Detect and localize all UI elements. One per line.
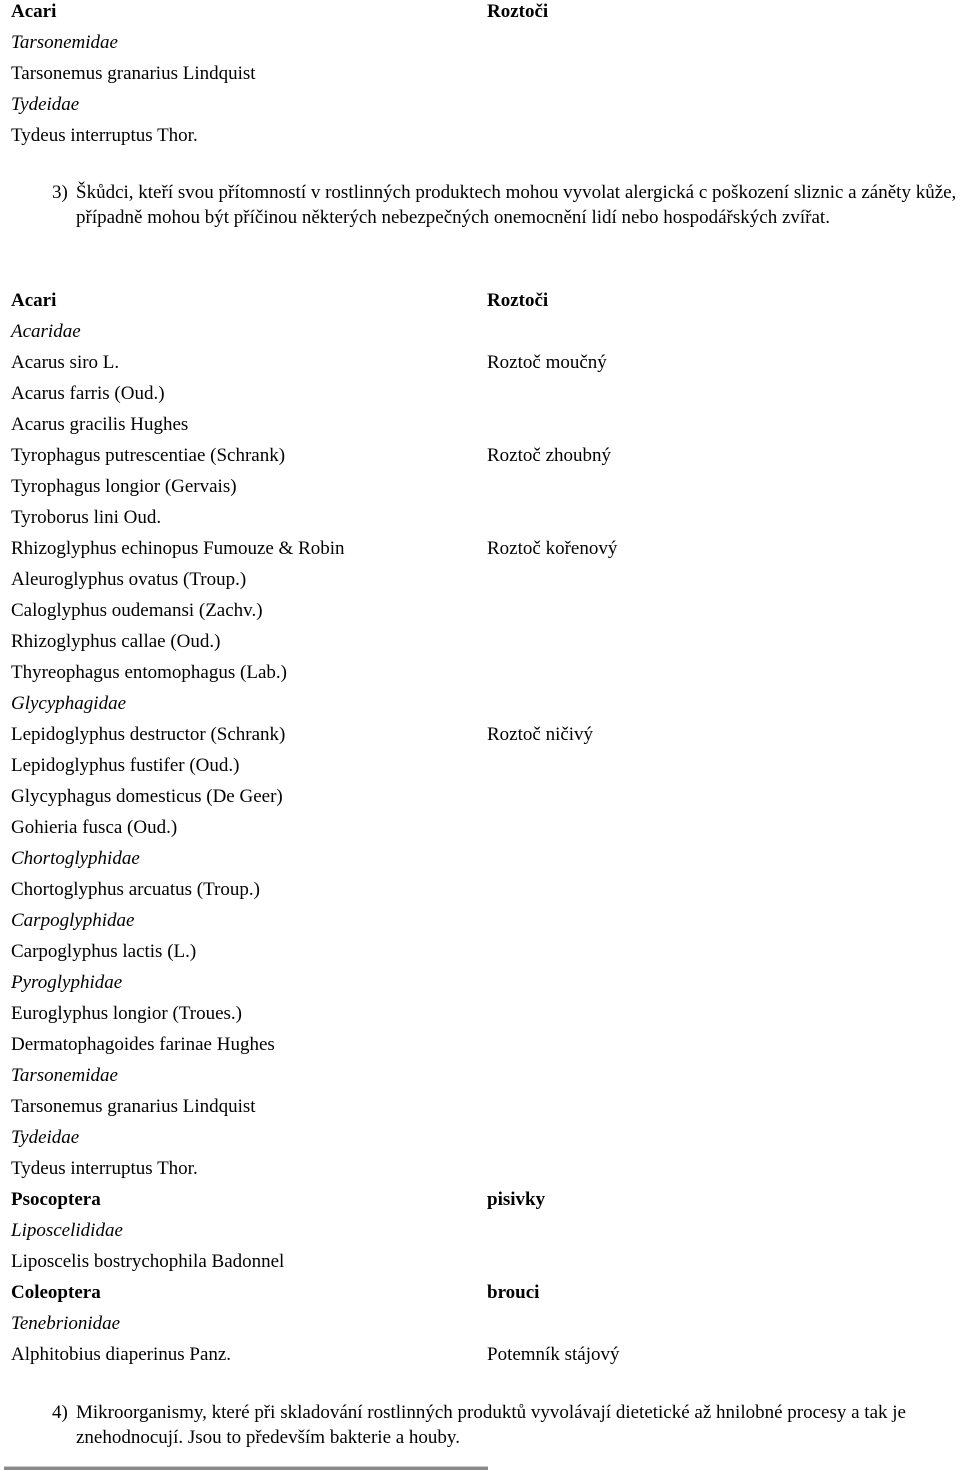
species-name: Tarsonemus granarius Lindquist <box>11 63 256 84</box>
family-name: Acaridae <box>11 321 81 342</box>
family-name: Chortoglyphidae <box>11 848 140 869</box>
order-name: Acari <box>11 290 57 311</box>
species-name: Acarus farris (Oud.) <box>11 383 165 404</box>
common-name: Roztoč ničivý <box>487 724 594 745</box>
species-name: Lepidoglyphus fustifer (Oud.) <box>11 755 240 776</box>
species-name: Dermatophagoides farinae Hughes <box>11 1034 275 1055</box>
family-name: Pyroglyphidae <box>11 972 123 993</box>
family-name: Tarsonemidae <box>11 1065 118 1086</box>
family-name: Carpoglyphidae <box>11 910 135 931</box>
footer-rule <box>4 1466 488 1470</box>
paragraph-3-text: Škůdci, kteří svou přítomností v rostlinných produktech mohou vyvolat alergická c poškození sliznic a záněty kůže, případně mohou být příčinou některých nebezpečných onemocnění lidí nebo hospodářských zvířat. <box>76 182 957 228</box>
family-name: Liposcelididae <box>11 1220 123 1241</box>
common-name: Roztoč moučný <box>487 352 607 373</box>
paragraph-4-text: Mikroorganismy, které při skladování rostlinných produktů vyvolávají dietetické až hnilobné procesy a tak je znehodnocují. Jsou to především bakterie a houby. <box>76 1402 906 1448</box>
common-name: brouci <box>487 1282 540 1303</box>
species-name: Gohieria fusca (Oud.) <box>11 817 178 838</box>
species-name: Rhizoglyphus echinopus Fumouze & Robin <box>11 538 345 559</box>
species-name: Alphitobius diaperinus Panz. <box>11 1344 232 1365</box>
order-name: Acari <box>11 1 57 22</box>
species-name: Acarus siro L. <box>11 352 120 373</box>
common-name: Roztoči <box>487 290 549 311</box>
common-name: Roztoč zhoubný <box>487 445 612 466</box>
species-name: Aleuroglyphus ovatus (Troup.) <box>11 569 247 590</box>
species-name: Chortoglyphus arcuatus (Troup.) <box>11 879 260 900</box>
species-name: Tydeus interruptus Thor. <box>11 1158 198 1179</box>
species-name: Thyreophagus entomophagus (Lab.) <box>11 662 287 683</box>
common-name: pisivky <box>487 1189 546 1210</box>
species-name: Lepidoglyphus destructor (Schrank) <box>11 724 286 745</box>
species-name: Tarsonemus granarius Lindquist <box>11 1096 256 1117</box>
species-name: Tydeus interruptus Thor. <box>11 125 198 146</box>
family-name: Tenebrionidae <box>11 1313 121 1334</box>
species-name: Tyrophagus putrescentiae (Schrank) <box>11 445 286 466</box>
species-name: Glycyphagus domesticus (De Geer) <box>11 786 283 807</box>
family-name: Tydeidae <box>11 94 80 115</box>
order-name: Coleoptera <box>11 1282 101 1303</box>
species-name: Carpoglyphus lactis (L.) <box>11 941 197 962</box>
species-name: Rhizoglyphus callae (Oud.) <box>11 631 221 652</box>
family-name: Tarsonemidae <box>11 32 118 53</box>
species-name: Tyroborus lini Oud. <box>11 507 162 528</box>
common-name: Potemník stájový <box>487 1344 620 1365</box>
species-name: Caloglyphus oudemansi (Zachv.) <box>11 600 263 621</box>
family-name: Glycyphagidae <box>11 693 127 714</box>
common-name: Roztoč kořenový <box>487 538 618 559</box>
paragraph-3-number: 3) <box>52 182 68 203</box>
paragraph-4-number: 4) <box>52 1402 68 1423</box>
paragraph-4 <box>52 1400 960 1450</box>
common-name: Roztoči <box>487 1 549 22</box>
paragraph-3 <box>52 180 960 255</box>
family-name: Tydeidae <box>11 1127 80 1148</box>
species-name: Euroglyphus longior (Troues.) <box>11 1003 242 1024</box>
order-name: Psocoptera <box>11 1189 101 1210</box>
species-name: Acarus gracilis Hughes <box>11 414 189 435</box>
species-name: Tyrophagus longior (Gervais) <box>11 476 237 497</box>
species-name: Liposcelis bostrychophila Badonnel <box>11 1251 285 1272</box>
